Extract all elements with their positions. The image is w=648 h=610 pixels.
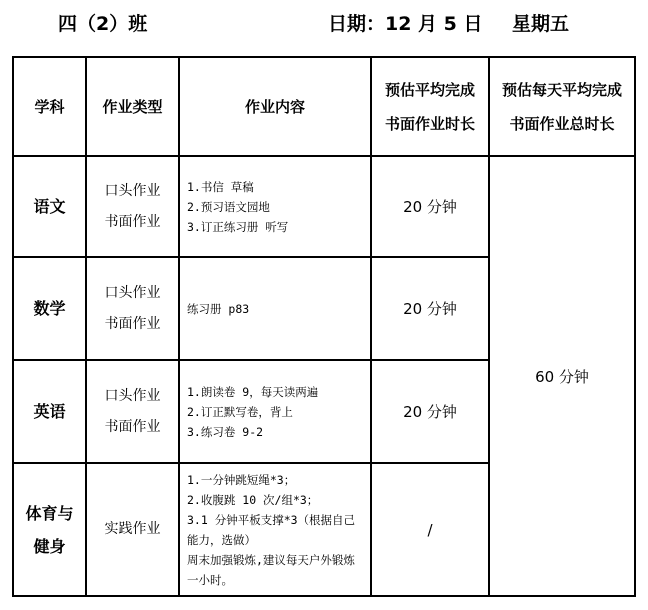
subject-cell [13, 463, 86, 596]
subject-line: 健身 [33, 536, 66, 556]
content-line: 周末加强锻炼,建议每天户外锻炼一小时。 [187, 552, 355, 587]
duration-cell: 20 分钟 [371, 156, 489, 257]
subject-line: 体育与 [25, 503, 74, 523]
type-label: 书面作业 [104, 315, 161, 332]
content-cell [179, 463, 371, 596]
content-line: 2.订正默写卷，背上 [187, 404, 293, 419]
type-cell [86, 257, 179, 360]
content-line: 2.预习语文园地 [187, 199, 270, 214]
content-cell [179, 156, 371, 257]
col-header-daily-total-line1: 预估每天平均完成 [501, 80, 622, 99]
content-line: 3.订正练习册 听写 [187, 219, 289, 234]
type-cell [86, 156, 179, 257]
subject-cell: 语文 [13, 156, 86, 257]
content-line: 1.朗读卷 9，每天读两遍 [187, 384, 319, 399]
content-line: 1.书信 草稿 [187, 179, 254, 194]
col-header-type: 作业类型 [86, 57, 179, 156]
content-line: 1.一分钟跳短绳*3； [187, 472, 296, 487]
homework-table [12, 56, 636, 597]
content-line: 练习册 p83 [187, 301, 250, 316]
table-header-row [13, 57, 635, 156]
content-line: 3.练习卷 9-2 [187, 424, 264, 439]
type-label: 口头作业 [104, 284, 161, 301]
type-label: 书面作业 [104, 418, 161, 435]
class-title: 四（2）班 [58, 13, 148, 35]
type-cell [86, 360, 179, 463]
date-label: 日期：12 月 5 日 [328, 13, 483, 35]
type-cell [86, 463, 179, 596]
content-cell [179, 257, 371, 360]
duration-cell: / [371, 463, 489, 596]
type-label: 实践作业 [104, 521, 161, 537]
table-row [13, 156, 635, 257]
type-label: 口头作业 [104, 182, 161, 199]
content-cell [179, 360, 371, 463]
col-header-avg-time-line2: 书面作业时长 [384, 114, 475, 133]
weekday-label: 星期五 [512, 13, 570, 35]
col-header-avg-time-line1: 预估平均完成 [384, 80, 475, 99]
col-header-daily-total-line2: 书面作业总时长 [509, 114, 615, 133]
content-line: 3.1 分钟平板支撑*3（根据自己能力，选做） [187, 512, 356, 547]
duration-cell: 20 分钟 [371, 257, 489, 360]
subject-cell: 英语 [13, 360, 86, 463]
type-label: 书面作业 [104, 213, 161, 230]
col-header-daily-total [489, 57, 635, 156]
col-header-content: 作业内容 [179, 57, 371, 156]
subject-cell: 数学 [13, 257, 86, 360]
duration-cell: 20 分钟 [371, 360, 489, 463]
col-header-subject: 学科 [13, 57, 86, 156]
content-line: 2.收腹跳 10 次/组*3； [187, 492, 319, 507]
total-duration-cell: 60 分钟 [489, 156, 635, 596]
col-header-avg-time [371, 57, 489, 156]
type-label: 口头作业 [104, 387, 161, 404]
